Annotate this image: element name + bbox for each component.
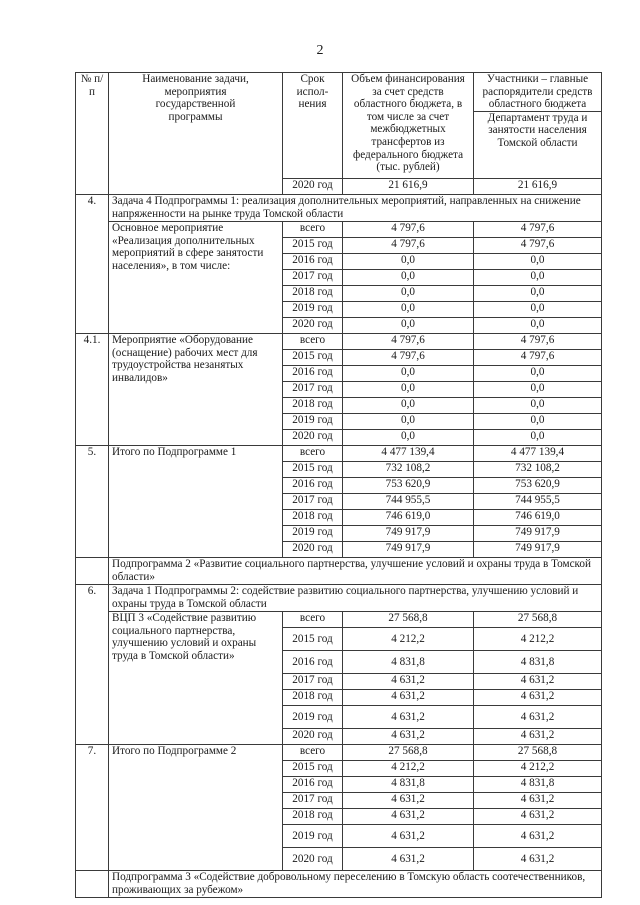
funding-cell: 4 631,2 — [343, 729, 474, 745]
funding-cell: 4 631,2 — [343, 809, 474, 825]
year-cell: 2017 год — [283, 494, 343, 510]
year-cell: 2016 год — [283, 777, 343, 793]
funding-table — [75, 72, 602, 898]
empty-index-cell — [76, 558, 109, 585]
dept-cell: 4 631,2 — [474, 825, 602, 848]
dept-cell: 0,0 — [474, 270, 602, 286]
dept-cell: 4 631,2 — [474, 729, 602, 745]
funding-cell: 27 568,8 — [343, 612, 474, 628]
year-cell: 2020 год — [283, 848, 343, 871]
dept-cell: 732 108,2 — [474, 462, 602, 478]
year-cell: 2015 год — [283, 238, 343, 254]
dept-cell: 4 831,8 — [474, 651, 602, 674]
dept-cell: 4 631,2 — [474, 674, 602, 690]
row-index: 5. — [76, 446, 109, 558]
dept-cell: 746 619,0 — [474, 510, 602, 526]
dept-cell: 0,0 — [474, 286, 602, 302]
task-row — [76, 195, 602, 222]
funding-cell: 4 477 139,4 — [343, 446, 474, 462]
funding-cell: 0,0 — [343, 398, 474, 414]
funding-cell: 0,0 — [343, 302, 474, 318]
year-cell: всего — [283, 334, 343, 350]
year-cell: 2019 год — [283, 526, 343, 542]
header-funding: Объем финансирования за счет средств областного бюджета, в том числе за счет межбюджетных трансфертов из федерального бюджета (тыс. рублей) — [343, 73, 474, 179]
table-row — [76, 446, 602, 462]
dept-cell: 4 631,2 — [474, 848, 602, 871]
year-cell: 2017 год — [283, 793, 343, 809]
table-row — [76, 334, 602, 350]
dept-cell: 4 797,6 — [474, 350, 602, 366]
item-name: Итого по Подпрограмме 1 — [109, 446, 283, 558]
page-number: 2 — [316, 43, 324, 58]
item-name: Итого по Подпрограмме 2 — [109, 745, 283, 871]
year-cell: 2020 год — [283, 318, 343, 334]
funding-cell: 4 797,6 — [343, 238, 474, 254]
dept-cell: 4 797,6 — [474, 334, 602, 350]
dept-cell: 4 797,6 — [474, 238, 602, 254]
funding-cell: 0,0 — [343, 430, 474, 446]
year-cell: 2019 год — [283, 302, 343, 318]
year-cell: 2018 год — [283, 510, 343, 526]
dept-cell: 4 797,6 — [474, 222, 602, 238]
dept-cell: 0,0 — [474, 366, 602, 382]
dept-cell: 4 631,2 — [474, 706, 602, 729]
item-name: Основное мероприятие «Реализация дополнительных мероприятий в сфере занятости населения», в том числе: — [109, 222, 283, 334]
table-row — [76, 222, 602, 238]
year-cell: 2020 год — [283, 430, 343, 446]
year-cell: всего — [283, 222, 343, 238]
row-index: 6. — [76, 585, 109, 745]
row-index: 4. — [76, 195, 109, 334]
task-title: Задача 4 Подпрограммы 1: реализация дополнительных мероприятий, направленных на снижение напряженности на рынке труда Томской области — [109, 195, 602, 222]
funding-cell: 0,0 — [343, 414, 474, 430]
year-cell: 2016 год — [283, 366, 343, 382]
year-cell: 2015 год — [283, 761, 343, 777]
dept-cell: 4 477 139,4 — [474, 446, 602, 462]
funding-cell: 749 917,9 — [343, 526, 474, 542]
year-cell: 2015 год — [283, 628, 343, 651]
task-title: Задача 1 Подпрограммы 2: содействие развитию социального партнерства, улучшению условий и охраны труда в Томской области — [109, 585, 602, 612]
item-name: ВЦП 3 «Содействие развитию социального партнерства, улучшению условий и охраны труда в Томской области» — [109, 612, 283, 745]
funding-cell: 4 631,2 — [343, 690, 474, 706]
subprogram-row — [76, 558, 602, 585]
funding-cell: 4 797,6 — [343, 222, 474, 238]
header-term: Срок испол-нения — [283, 73, 343, 179]
funding-cell: 732 108,2 — [343, 462, 474, 478]
table-row — [76, 612, 602, 628]
funding-cell: 0,0 — [343, 254, 474, 270]
dept-cell: 0,0 — [474, 398, 602, 414]
header-name: Наименование задачи, мероприятия государственной программы — [109, 73, 283, 195]
year-cell: 2016 год — [283, 651, 343, 674]
funding-cell: 4 831,8 — [343, 777, 474, 793]
dept-cell: 749 917,9 — [474, 542, 602, 558]
item-name: Мероприятие «Оборудование (оснащение) рабочих мест для трудоустройства незанятых инвалидов» — [109, 334, 283, 446]
dept-cell: 744 955,5 — [474, 494, 602, 510]
funding-cell: 0,0 — [343, 382, 474, 398]
header-participant-dept: Департамент труда и занятости населения Томской области — [474, 111, 602, 178]
year-cell: всего — [283, 612, 343, 628]
funding-cell: 0,0 — [343, 318, 474, 334]
dept-cell: 0,0 — [474, 430, 602, 446]
funding-cell: 753 620,9 — [343, 478, 474, 494]
funding-cell: 4 797,6 — [343, 350, 474, 366]
dept-cell: 753 620,9 — [474, 478, 602, 494]
empty-index-cell — [76, 871, 109, 898]
funding-cell: 27 568,8 — [343, 745, 474, 761]
year-cell: 2018 год — [283, 809, 343, 825]
year-cell: 2019 год — [283, 825, 343, 848]
funding-cell: 4 631,2 — [343, 825, 474, 848]
year-cell: 2019 год — [283, 414, 343, 430]
task-row — [76, 585, 602, 612]
header-participants: Участники – главные распорядители средств областного бюджета — [474, 73, 602, 112]
dept-cell: 4 212,2 — [474, 761, 602, 777]
year-cell: всего — [283, 446, 343, 462]
dept-cell: 0,0 — [474, 254, 602, 270]
subprogram-title: Подпрограмма 2 «Развитие социального партнерства, улучшение условий и охраны труда в Томской области» — [109, 558, 602, 585]
funding-cell: 0,0 — [343, 286, 474, 302]
subprogram-row — [76, 871, 602, 898]
dept-cell: 4 631,2 — [474, 809, 602, 825]
funding-cell: 4 631,2 — [343, 706, 474, 729]
dept-cell: 0,0 — [474, 318, 602, 334]
dept-cell: 4 212,2 — [474, 628, 602, 651]
funding-cell: 0,0 — [343, 270, 474, 286]
funding-cell: 21 616,9 — [343, 179, 474, 195]
dept-cell: 4 631,2 — [474, 690, 602, 706]
year-cell: 2020 год — [283, 729, 343, 745]
year-cell: 2020 год — [283, 542, 343, 558]
funding-cell: 4 631,2 — [343, 674, 474, 690]
funding-cell: 4 631,2 — [343, 793, 474, 809]
funding-cell: 744 955,5 — [343, 494, 474, 510]
dept-cell: 0,0 — [474, 382, 602, 398]
dept-cell: 27 568,8 — [474, 612, 602, 628]
dept-cell: 0,0 — [474, 302, 602, 318]
funding-cell: 0,0 — [343, 366, 474, 382]
funding-cell: 746 619,0 — [343, 510, 474, 526]
dept-cell: 4 631,2 — [474, 793, 602, 809]
funding-cell: 4 631,2 — [343, 848, 474, 871]
funding-cell: 4 212,2 — [343, 761, 474, 777]
funding-cell: 4 797,6 — [343, 334, 474, 350]
year-cell: 2015 год — [283, 350, 343, 366]
table-row — [76, 745, 602, 761]
year-cell: 2019 год — [283, 706, 343, 729]
funding-cell: 4 212,2 — [343, 628, 474, 651]
dept-cell: 27 568,8 — [474, 745, 602, 761]
table-header-row — [76, 73, 602, 112]
dept-cell: 21 616,9 — [474, 179, 602, 195]
row-index: 4.1. — [76, 334, 109, 446]
year-cell: 2016 год — [283, 254, 343, 270]
funding-cell: 4 831,8 — [343, 651, 474, 674]
year-cell: 2017 год — [283, 270, 343, 286]
header-no: № п/п — [76, 73, 109, 195]
year-cell: 2018 год — [283, 286, 343, 302]
year-cell: 2017 год — [283, 382, 343, 398]
funding-cell: 749 917,9 — [343, 542, 474, 558]
dept-cell: 749 917,9 — [474, 526, 602, 542]
row-index: 7. — [76, 745, 109, 871]
dept-cell: 0,0 — [474, 414, 602, 430]
year-cell: 2018 год — [283, 690, 343, 706]
year-cell: 2017 год — [283, 674, 343, 690]
year-cell: 2018 год — [283, 398, 343, 414]
dept-cell: 4 831,8 — [474, 777, 602, 793]
subprogram-title: Подпрограмма 3 «Содействие добровольному переселению в Томскую область соотечественников, проживающих за рубежом» — [109, 871, 602, 898]
year-cell: 2016 год — [283, 478, 343, 494]
year-cell: всего — [283, 745, 343, 761]
year-cell: 2015 год — [283, 462, 343, 478]
year-cell: 2020 год — [283, 179, 343, 195]
